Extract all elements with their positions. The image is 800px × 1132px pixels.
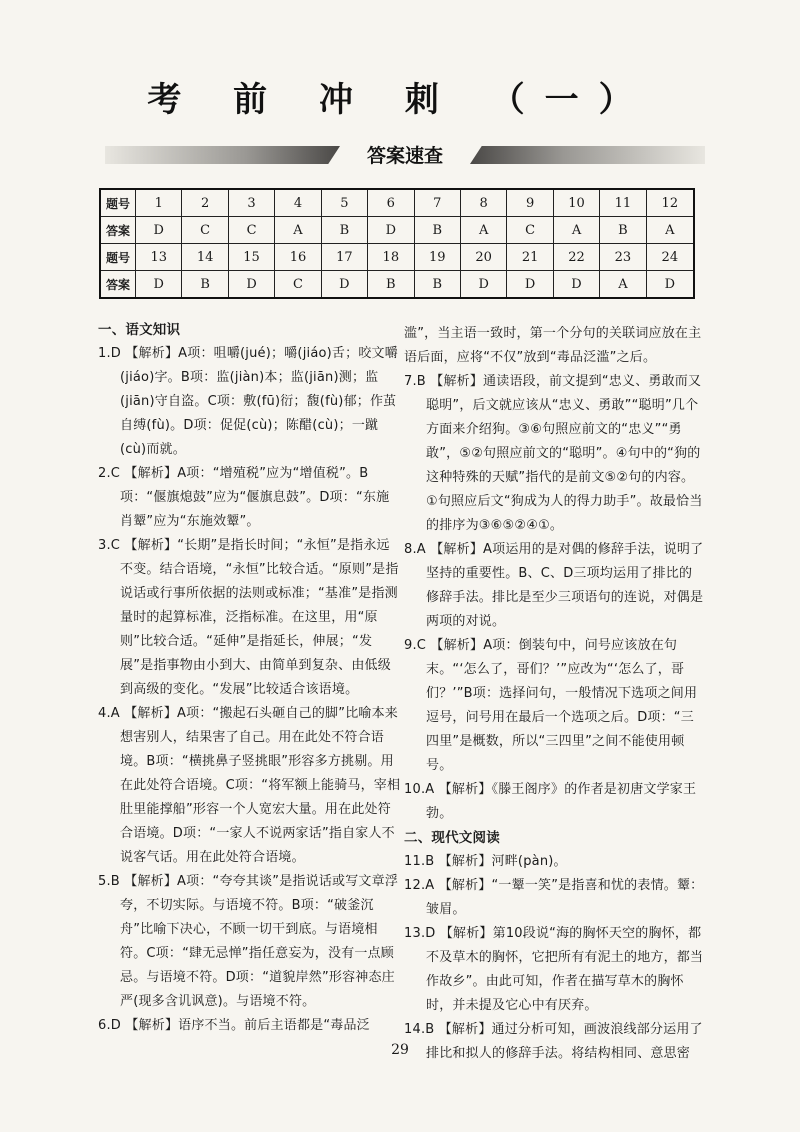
table-cell: 14 xyxy=(182,244,228,271)
table-cell: 12 xyxy=(646,189,694,217)
answer-explanation: 5.B 【解析】A项：“夸夸其谈”是指说话或写文章浮夸，不切实际。与语境不符。B项：“破釜沉舟”比喻下决心，不顾一切干到底。与语境相符。C项：“肆无忌惮”指任意妄为，没有一点顾忌。与语境不符。D项：“道貌岸然”形容神态庄严(现多含讥讽意)。与语境不符。 xyxy=(98,874,399,1009)
answer-explanation: 12.A 【解析】“一颦一笑”是指喜和忧的表情。颦：皱眉。 xyxy=(404,878,704,917)
table-cell: D xyxy=(460,271,506,299)
answer-explanation: 7.B 【解析】通读语段，前文提到“忠义、勇敢而又聪明”，后文就应该从“忠义、勇敢”“聪明”几个方面来介绍狗。③⑥句照应前文的“忠义”“勇敢”，⑤②句照应前文的“聪明”。④句中的“狗的这种特殊的天赋”指代的是前文⑤②句的内容。①句照应后文“狗成为人的得力助手”。故最恰当的排序为③⑥⑤②④①。 xyxy=(404,374,703,533)
table-cell: 23 xyxy=(600,244,646,271)
table-cell: 1 xyxy=(136,189,182,217)
answer-explanation: 3.C 【解析】“长期”是指长时间；“永恒”是指永远不变。结合语境，“永恒”比较合适。“原则”是指说话或行事所依据的法则或标准；“基准”是指测量时的起算标准，泛指标准。在这里，用“原则”比较合适。“延伸”是指延长，伸展；“发展”是指事物由小到大、由简单到复杂、由低级到高级的变化。“发展”比较适合该语境。 xyxy=(98,538,399,697)
answer-explanation: 8.A 【解析】A项运用的是对偶的修辞手法，说明了坚持的重要性。B、C、D三项均运用了排比的修辞手法。排比是至少三项语句的连说，对偶是两项的对说。 xyxy=(404,542,704,629)
answer-banner xyxy=(105,140,705,170)
table-cell: C xyxy=(228,217,274,244)
table-cell: 4 xyxy=(275,189,321,217)
answer-explanation: 1.D 【解析】A项：咀嚼(jué)；嚼(jiáo)舌；咬文嚼(jiáo)字。B项：监(jiàn)本；监(jiān)测；监(jiān)守自盗。C项：敷(fū)衍；馥(fù)郁；作茧自缚(fù)。D项：促促(cù)；陈醋(cù)；一蹴(cù)而就。 xyxy=(98,346,398,457)
table-cell: C xyxy=(507,217,553,244)
table-cell: D xyxy=(321,271,367,299)
table-cell: B xyxy=(414,271,460,299)
table-cell: B xyxy=(368,271,414,299)
table-cell: 17 xyxy=(321,244,367,271)
table-cell: A xyxy=(553,217,599,244)
table-cell: A xyxy=(646,217,694,244)
table-cell: 13 xyxy=(136,244,182,271)
table-cell: C xyxy=(182,217,228,244)
row-label: 答案 xyxy=(100,217,136,244)
table-cell: 10 xyxy=(553,189,599,217)
table-cell: 9 xyxy=(507,189,553,217)
table-cell: 7 xyxy=(414,189,460,217)
table-cell: 2 xyxy=(182,189,228,217)
table-cell: 8 xyxy=(460,189,506,217)
table-cell: 15 xyxy=(228,244,274,271)
table-cell: 16 xyxy=(275,244,321,271)
section-heading: 一、语文知识 xyxy=(98,322,181,338)
table-cell: D xyxy=(646,271,694,299)
table-cell: 19 xyxy=(414,244,460,271)
table-cell: A xyxy=(275,217,321,244)
row-label: 题号 xyxy=(100,189,136,217)
table-cell: D xyxy=(507,271,553,299)
table-cell: 20 xyxy=(460,244,506,271)
table-cell: 5 xyxy=(321,189,367,217)
answer-explanation: 13.D 【解析】第10段说“海的胸怀天空的胸怀，都不及草木的胸怀，它把所有有泥土的地方，都当作故乡”。由此可知，作者在描写草木的胸怀时，并未提及它心中有厌弃。 xyxy=(404,926,704,1013)
table-cell: B xyxy=(414,217,460,244)
banner-bar-left xyxy=(105,146,340,164)
answer-explanation: 2.C 【解析】A项：“增殖税”应为“增值税”。B项：“偃旗熄鼓”应为“偃旗息鼓”。D项：“东施肖颦”应为“东施效颦”。 xyxy=(98,466,390,529)
table-cell: 22 xyxy=(553,244,599,271)
table-cell: 18 xyxy=(368,244,414,271)
table-cell: 6 xyxy=(368,189,414,217)
table-row xyxy=(100,244,694,271)
table-cell: D xyxy=(368,217,414,244)
banner-bar-right xyxy=(470,146,705,164)
table-cell: 3 xyxy=(228,189,274,217)
answer-explanation: 14.B 【解析】通过分析可知，画波浪线部分运用了排比和拟人的修辞手法。将结构相同、意思密 xyxy=(404,1022,703,1061)
row-label: 答案 xyxy=(100,271,136,299)
answer-table xyxy=(99,188,695,299)
table-row xyxy=(100,189,694,217)
section-heading: 二、现代文阅读 xyxy=(404,830,500,846)
table-cell: D xyxy=(136,271,182,299)
answer-explanation: 10.A 【解析】《滕王阁序》的作者是初唐文学家王勃。 xyxy=(404,782,697,821)
table-row xyxy=(100,217,694,244)
table-cell: A xyxy=(460,217,506,244)
table-cell: B xyxy=(600,217,646,244)
table-cell: C xyxy=(275,271,321,299)
banner-label: 答案速查 xyxy=(366,145,443,167)
row-label: 题号 xyxy=(100,244,136,271)
table-cell: A xyxy=(600,271,646,299)
table-cell: B xyxy=(321,217,367,244)
table-cell: 21 xyxy=(507,244,553,271)
answer-explanation: 9.C 【解析】A项：倒装句中，问号应该放在句末。“‘怎么了，哥们？’”应改为“‘怎么了，哥们？’”B项：选择问句，一般情况下选项之间用逗号，问号用在最后一个选项之后。D项：“三四里”是概数，所以“三四里”之间不能使用顿号。 xyxy=(404,638,698,773)
answer-explanation: 滥”，当主语一致时，第一个分句的关联词应放在主语后面，应将“不仅”放到“毒品泛滥”之后。 xyxy=(404,326,702,365)
page-title: 考 前 冲 刺 （一） xyxy=(147,80,653,120)
page-number: 29 xyxy=(391,1042,409,1058)
table-cell: D xyxy=(136,217,182,244)
answer-explanation: 6.D 【解析】语序不当。前后主语都是“毒品泛 xyxy=(98,1018,370,1033)
table-cell: D xyxy=(228,271,274,299)
answer-explanation: 11.B 【解析】河畔(pàn)。 xyxy=(404,854,567,869)
answer-explanation: 4.A 【解析】A项：“搬起石头砸自己的脚”比喻本来想害别人，结果害了自己。用在此处不符合语境。B项：“横挑鼻子竖挑眼”形容多方挑剔。用在此处符合语境。C项：“将军额上能骑马，宰相肚里能撑船”形容一个人宽宏大量。用在此处符合语境。D项：“一家人不说两家话”指自家人不说客气话。用在此处符合语境。 xyxy=(98,706,401,865)
table-cell: 24 xyxy=(646,244,694,271)
right-column xyxy=(404,322,704,1066)
table-cell: D xyxy=(553,271,599,299)
table-row xyxy=(100,271,694,299)
left-column xyxy=(98,318,402,1038)
table-cell: B xyxy=(182,271,228,299)
table-cell: 11 xyxy=(600,189,646,217)
